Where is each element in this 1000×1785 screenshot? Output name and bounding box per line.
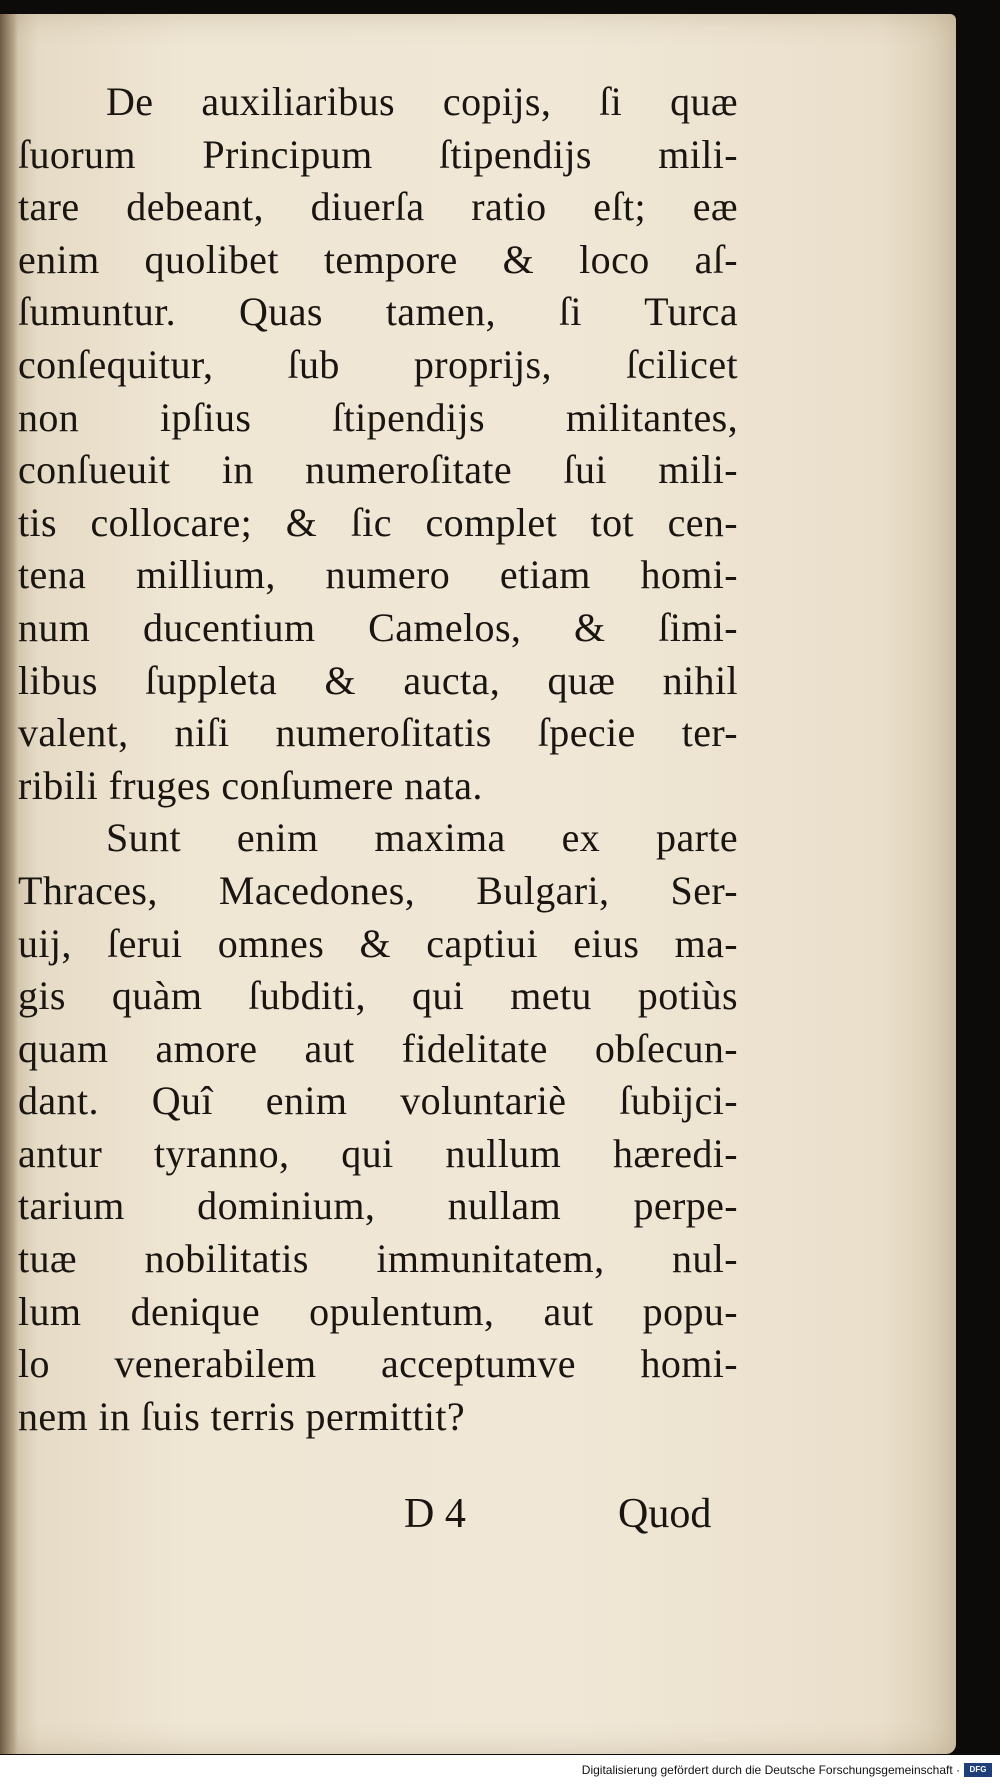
text-line: non ipſius ſtipendijs militantes,	[18, 394, 738, 440]
text-line: tis collocare; & ſic complet tot cen-	[18, 499, 738, 545]
text-line: tarium dominium, nullam perpe-	[18, 1183, 738, 1229]
text-line: Sunt enim maxima ex parte	[106, 815, 738, 861]
text-line: tare debeant, diuerſa ratio eſt; eæ	[18, 184, 738, 230]
text-line: conſequitur, ſub proprijs, ſcilicet	[18, 341, 738, 387]
paragraph-1	[18, 76, 738, 812]
book-page	[0, 14, 956, 1754]
text-line: uij, ſerui omnes & captiui eius ma-	[18, 920, 738, 966]
text-line: Thraces, Macedones, Bulgari, Ser-	[18, 867, 738, 913]
text-line: tena millium, numero etiam homi-	[18, 552, 738, 598]
text-line: conſueuit in numeroſitate ſui mili-	[18, 447, 738, 493]
text-line: De auxiliaribus copijs, ſi quæ	[106, 79, 738, 124]
text-line: quam amore aut fidelitate obſecun-	[18, 1025, 738, 1071]
text-line: gis quàm ſubditi, qui metu potiùs	[18, 973, 738, 1019]
text-line: dant. Quî enim voluntariè ſubijci-	[18, 1078, 738, 1124]
text-line: num ducentium Camelos, & ſimi-	[18, 604, 738, 650]
text-line: lum denique opulentum, aut popu-	[18, 1288, 738, 1334]
text-line: lo venerabilem acceptumve homi-	[18, 1341, 738, 1387]
paragraph-2	[18, 812, 738, 1443]
text-line: valent, niſi numeroſitatis ſpecie ter-	[18, 710, 738, 756]
signature-mark: D 4	[404, 1491, 466, 1537]
page-signature-line	[0, 1484, 956, 1544]
text-line: ſumuntur. Quas tamen, ſi Turca	[18, 289, 738, 335]
text-block	[18, 76, 738, 1443]
catchword: Quod	[618, 1491, 712, 1537]
text-line: libus ſuppleta & aucta, quæ nihil	[18, 657, 738, 703]
digitization-footer	[0, 1755, 1000, 1785]
text-line: antur tyranno, qui nullum hæredi-	[18, 1130, 738, 1176]
text-line: ribili fruges conſumere nata.	[18, 762, 483, 808]
text-line: tuæ nobilitatis immunitatem, nul-	[18, 1236, 738, 1282]
footer-credit: Digitalisierung gefördert durch die Deutsche Forschungsgemeinschaft ·	[581, 1763, 960, 1777]
text-line: enim quolibet tempore & loco aſ-	[18, 236, 738, 282]
text-line: ſuorum Principum ſtipendijs mili-	[18, 131, 738, 177]
text-line: nem in ſuis terris permittit?	[18, 1393, 466, 1439]
dfg-logo-icon: DFG	[964, 1763, 992, 1777]
